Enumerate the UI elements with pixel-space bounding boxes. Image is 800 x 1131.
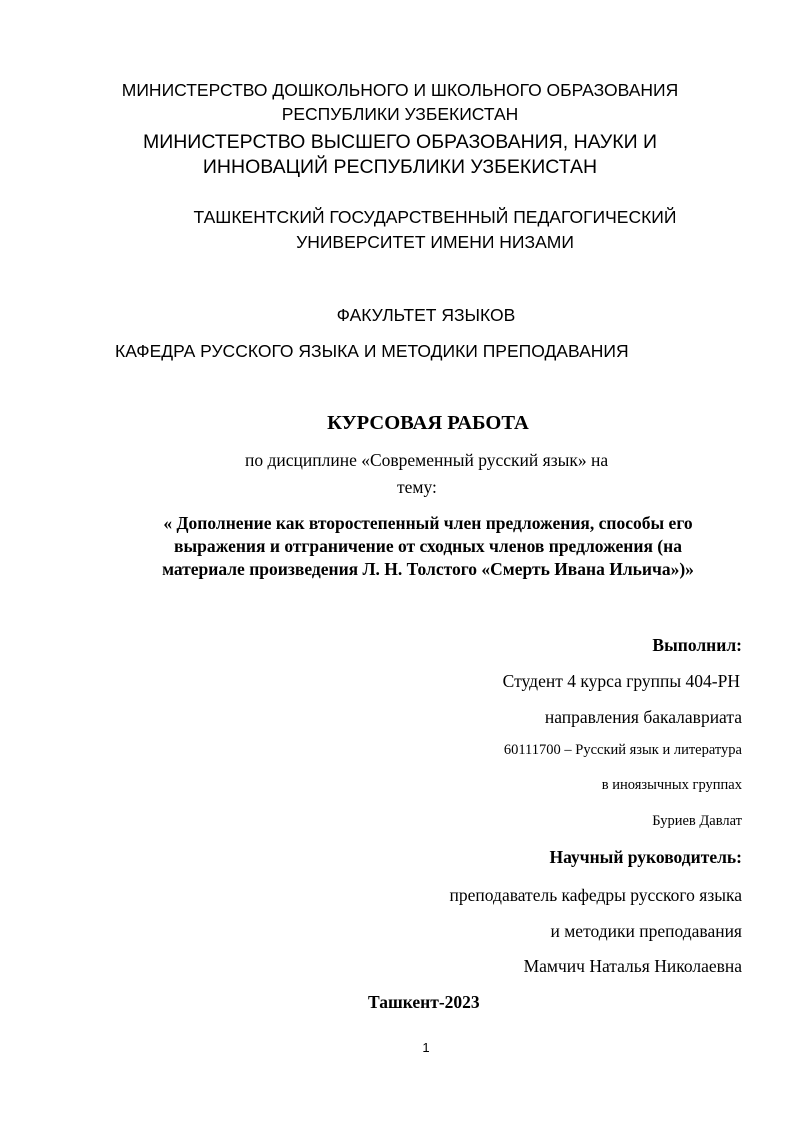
supervisor-label: Научный руководитель: xyxy=(549,847,742,867)
author-direction: направления бакалавриата xyxy=(544,707,742,727)
page-number: 1 xyxy=(422,1040,430,1055)
author-label: Выполнил: xyxy=(652,635,742,655)
topic-line1: « Дополнение как второстепенный член предложения, способы его xyxy=(163,513,693,533)
work-type-title: КУРСОВАЯ РАБОТА xyxy=(327,412,529,434)
ministry-2-line1: МИНИСТЕРСТВО ВЫСШЕГО ОБРАЗОВАНИЯ, НАУКИ И xyxy=(142,131,658,153)
topic-line3: материале произведения Л. Н. Толстого «Смерть Ивана Ильича»)» xyxy=(162,559,694,579)
author-name: Буриев Давлат xyxy=(652,813,742,829)
ministry-1-line2: РЕСПУБЛИКИ УЗБЕКИСТАН xyxy=(281,104,519,124)
discipline-line2: тему: xyxy=(397,477,437,497)
ministry-2-line2: ИННОВАЦИЙ РЕСПУБЛИКИ УЗБЕКИСТАН xyxy=(202,156,598,178)
department-name: КАФЕДРА РУССКОГО ЯЗЫКА И МЕТОДИКИ ПРЕПОДАВАНИЯ xyxy=(115,341,629,361)
discipline-line1: по дисциплине «Современный русский язык» на xyxy=(245,450,609,470)
supervisor-position-line2: и методики преподавания xyxy=(550,921,742,941)
supervisor-position-line1: преподаватель кафедры русского языка xyxy=(449,885,742,905)
university-line1: ТАШКЕНТСКИЙ ГОСУДАРСТВЕННЫЙ ПЕДАГОГИЧЕСКИЙ xyxy=(193,207,677,227)
supervisor-name: Мамчич Наталья Николаевна xyxy=(523,956,742,976)
university-line2: УНИВЕРСИТЕТ ИМЕНИ НИЗАМИ xyxy=(296,232,574,252)
ministry-1-line1: МИНИСТЕРСТВО ДОШКОЛЬНОГО И ШКОЛЬНОГО ОБРАЗОВАНИЯ xyxy=(121,80,679,100)
city-year: Ташкент-2023 xyxy=(368,992,480,1012)
author-groups: в иноязычных группах xyxy=(601,777,742,793)
topic-line2: выражения и отграничение от сходных членов предложения (на xyxy=(174,536,682,556)
faculty-name: ФАКУЛЬТЕТ ЯЗЫКОВ xyxy=(336,305,516,325)
author-program: 60111700 – Русский язык и литература xyxy=(503,742,742,758)
author-student: Студент 4 курса группы 404-РН xyxy=(502,671,740,691)
